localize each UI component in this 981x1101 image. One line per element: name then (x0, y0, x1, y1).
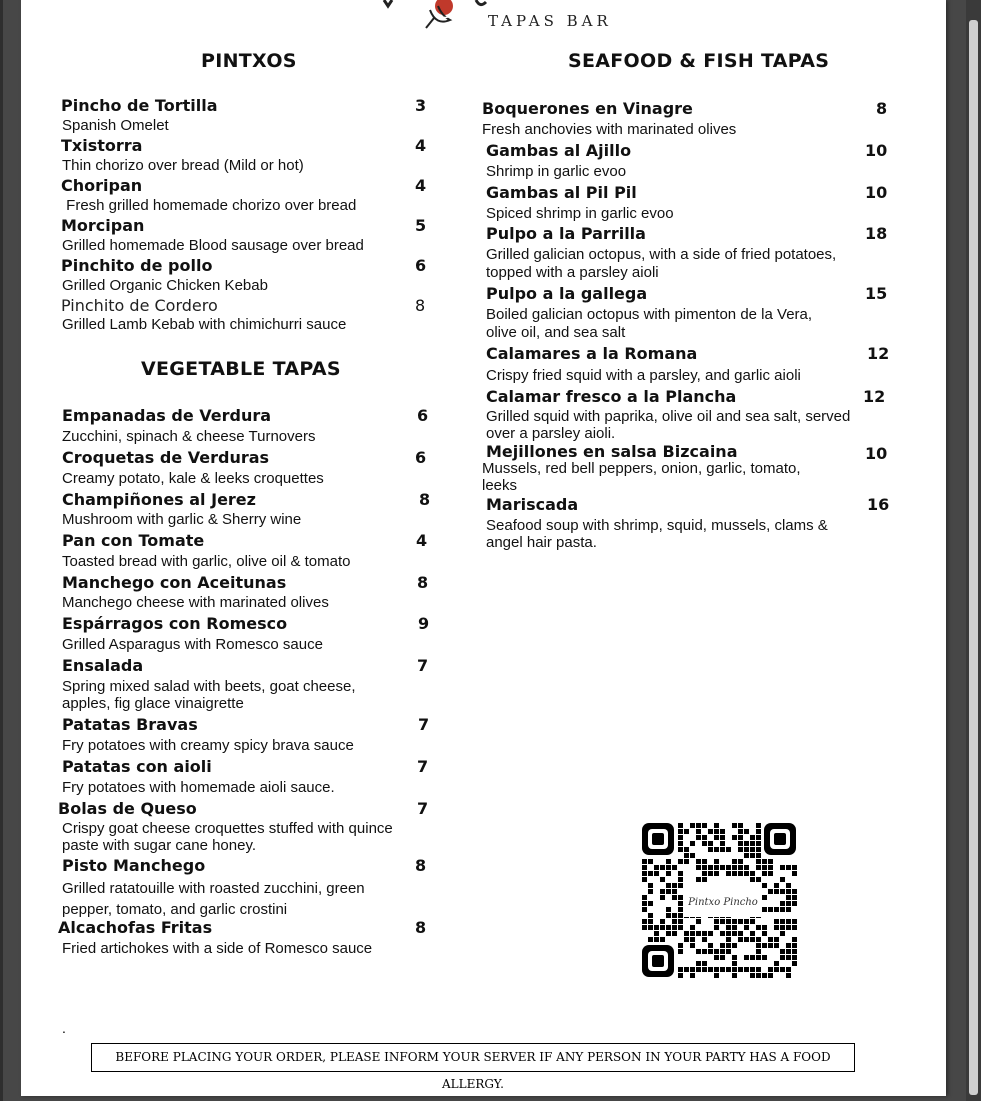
menu-item-desc: Spanish Omelet (62, 117, 169, 134)
logo-subtitle: TAPAS BAR (488, 12, 612, 30)
scrollbar-thumb[interactable] (969, 20, 978, 1095)
menu-item-price: 8 (876, 99, 888, 118)
menu-item-desc: Fresh anchovies with marinated olives (482, 121, 737, 138)
menu-item-price: 12 (867, 344, 890, 363)
menu-item-price: 8 (419, 490, 431, 509)
menu-item-name: Patatas Bravas (62, 715, 198, 734)
menu-item-desc: Fry potatoes with homemade aioli sauce. (62, 779, 335, 796)
section-title-vegetable: VEGETABLE TAPAS (141, 358, 341, 380)
menu-item-price: 12 (863, 387, 886, 406)
menu-item-desc: Spring mixed salad with beets, goat cheese, apples, fig glace vinaigrette (62, 678, 356, 712)
menu-item-desc: Fry potatoes with creamy spicy brava sauce (62, 737, 354, 754)
menu-item-price: 8 (415, 918, 427, 937)
qr-code-icon[interactable] (640, 821, 798, 979)
menu-item-price: 10 (865, 444, 888, 463)
menu-item-price: 15 (865, 284, 888, 303)
menu-item-desc: Grilled Asparagus with Romesco sauce (62, 636, 323, 653)
menu-item-name: Croquetas de Verduras (62, 448, 270, 467)
menu-item-name: Mariscada (486, 495, 579, 514)
menu-item-price: 6 (415, 448, 427, 467)
section-title-seafood: SEAFOOD & FISH TAPAS (568, 50, 830, 72)
allergy-notice: BEFORE PLACING YOUR ORDER, PLEASE INFORM YOUR SERVER IF ANY PERSON IN YOUR PARTY HAS A FOOD ALLERGY. (91, 1043, 855, 1072)
menu-item-desc: Grilled galician octopus, with a side of fried potatoes, topped with a parsley aioli (486, 246, 837, 281)
menu-item-name: Boquerones en Vinagre (482, 99, 693, 118)
menu-item-name: Espárragos con Romesco (62, 614, 288, 633)
menu-item-desc: Mushroom with garlic & Sherry wine (62, 511, 302, 528)
menu-item-name: Alcachofas Fritas (58, 918, 213, 937)
menu-item-name: Pinchito de pollo (61, 256, 213, 275)
menu-item-name: Pan con Tomate (62, 531, 205, 550)
menu-item-desc: Grilled Organic Chicken Kebab (62, 277, 268, 294)
menu-item-price: 4 (415, 136, 427, 155)
menu-item-desc: Boiled galician octopus with pimenton de la Vera, olive oil, and sea salt (486, 306, 813, 341)
menu-item-price: 8 (415, 296, 426, 315)
menu-item-price: 16 (867, 495, 890, 514)
menu-item-price: 7 (417, 757, 429, 776)
menu-item-name: Pisto Manchego (62, 856, 206, 875)
qr-logo-text: Pintxo Pincho (688, 897, 758, 908)
menu-item-desc: Seafood soup with shrimp, squid, mussels, clams & angel hair pasta. (486, 517, 828, 551)
menu-item-price: 9 (418, 614, 430, 633)
menu-item-price: 10 (865, 141, 888, 160)
menu-item-desc: Crispy goat cheese croquettes stuffed with quince paste with sugar cane honey. (62, 820, 393, 854)
menu-item-desc: Grilled homemade Blood sausage over bread (62, 237, 364, 254)
menu-item-price: 7 (418, 715, 430, 734)
menu-item-name: Patatas con aioli (62, 757, 212, 776)
menu-item-desc: Fresh grilled homemade chorizo over bread (62, 197, 357, 214)
menu-item-price: 4 (415, 176, 427, 195)
menu-item-name: Champiñones al Jerez (62, 490, 256, 509)
menu-item-name: Bolas de Queso (58, 799, 197, 818)
menu-item-desc: Shrimp in garlic evoo (486, 163, 627, 180)
logo-emblem-icon (376, 0, 496, 32)
menu-item-price: 7 (417, 799, 429, 818)
menu-item-name: Txistorra (61, 136, 143, 155)
menu-item-name: Gambas al Ajillo (486, 141, 632, 160)
menu-item-desc: Crispy fried squid with a parsley, and garlic aioli (486, 367, 801, 384)
menu-item-price: 18 (865, 224, 888, 243)
menu-item-price: 8 (417, 573, 429, 592)
menu-item-desc: Toasted bread with garlic, olive oil & tomato (62, 553, 351, 570)
menu-item-name: Calamar fresco a la Plancha (486, 387, 737, 406)
menu-item-desc: Manchego cheese with marinated olives (62, 594, 329, 611)
menu-item-name: Mejillones en salsa Bizcaina (486, 442, 738, 461)
menu-item-price: 3 (415, 96, 427, 115)
menu-item-price: 10 (865, 183, 888, 202)
menu-page (21, 0, 946, 1096)
stray-mark: . (62, 1020, 66, 1036)
menu-item-price: 5 (415, 216, 427, 235)
menu-item-name: Empanadas de Verdura (62, 406, 272, 425)
menu-item-price: 6 (417, 406, 429, 425)
menu-item-name: Ensalada (62, 656, 144, 675)
section-title-pintxos: PINTXOS (201, 50, 297, 72)
menu-item-desc: Fried artichokes with a side of Romesco sauce (62, 940, 373, 957)
menu-item-name: Pulpo a la Parrilla (486, 224, 646, 243)
menu-item-desc: Thin chorizo over bread (Mild or hot) (62, 157, 304, 174)
menu-item-desc: Spiced shrimp in garlic evoo (486, 205, 674, 222)
menu-item-desc: Mussels, red bell peppers, onion, garlic, tomato, leeks (482, 460, 801, 494)
menu-item-name: Pincho de Tortilla (61, 96, 218, 115)
menu-item-name: Calamares a la Romana (486, 344, 698, 363)
menu-item-desc: Grilled squid with paprika, olive oil and sea salt, served over a parsley aioli. (486, 408, 851, 442)
menu-item-price: 6 (415, 256, 427, 275)
menu-item-desc: Zucchini, spinach & cheese Turnovers (62, 428, 316, 445)
menu-item-name: Choripan (61, 176, 143, 195)
menu-item-name: Gambas al Pil Pil (486, 183, 637, 202)
menu-item-name: Morcipan (61, 216, 145, 235)
menu-item-price: 4 (416, 531, 428, 550)
menu-item-desc: Creamy potato, kale & leeks croquettes (62, 470, 324, 487)
menu-item-desc: Grilled Lamb Kebab with chimichurri sauce (62, 316, 347, 333)
menu-item-desc: Grilled ratatouille with roasted zucchini, green pepper, tomato, and garlic crostini (62, 880, 365, 918)
menu-item-price: 7 (417, 656, 429, 675)
menu-item-name: Pulpo a la gallega (486, 284, 648, 303)
menu-item-name: Pinchito de Cordero (61, 296, 218, 315)
menu-item-name: Manchego con Aceitunas (62, 573, 287, 592)
menu-item-price: 8 (415, 856, 427, 875)
